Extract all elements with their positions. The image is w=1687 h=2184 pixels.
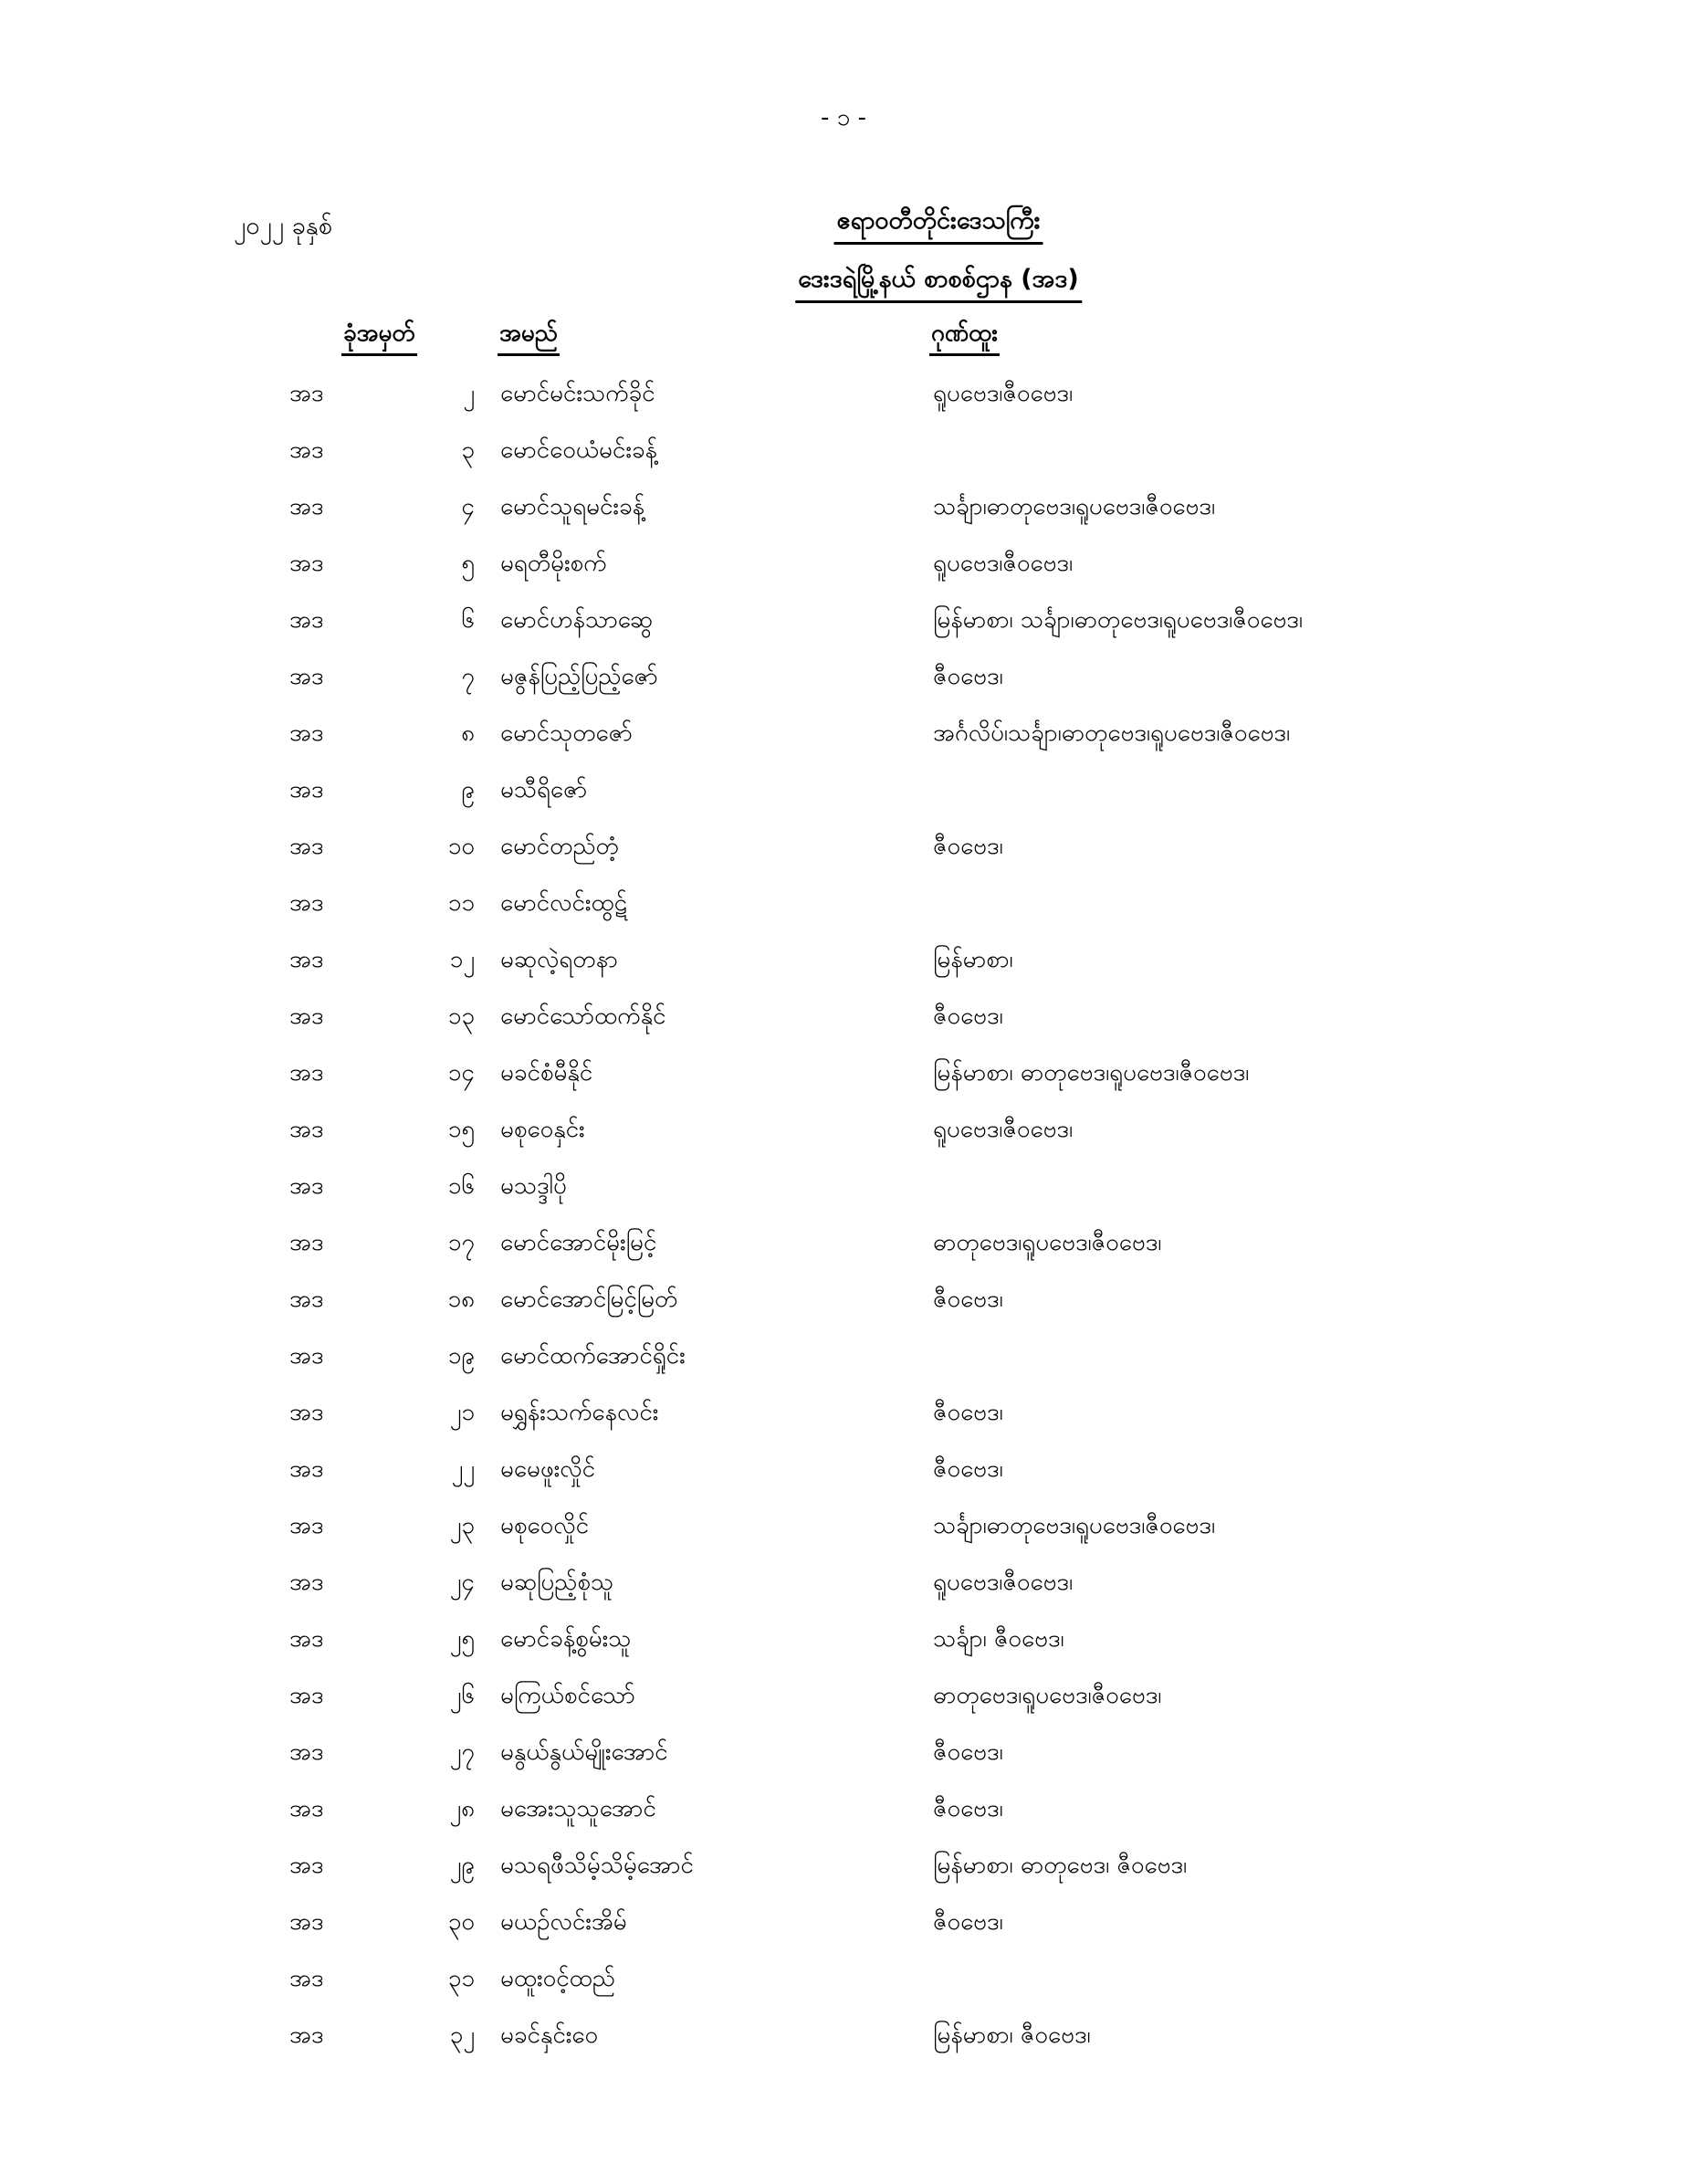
seat-number: ၉	[461, 776, 475, 803]
student-name: မအေးသူသူအောင်	[500, 1795, 656, 1822]
seat-number: ၂၃	[449, 1512, 475, 1539]
seat-prefix: အဒ	[289, 550, 324, 577]
seat-prefix: အဒ	[289, 493, 324, 520]
table-row	[0, 1219, 1687, 1266]
honors-subjects: မြန်မာစာ၊ ဓာတုဗေဒ၊ရူပဗေဒ၊ဇီဝဗေဒ၊	[933, 1059, 1250, 1087]
student-name: မစုဝေနှင်း	[500, 1116, 585, 1143]
seat-prefix: အဒ	[289, 1965, 324, 1992]
honors-subjects: ရူပဗေဒ၊ဇီဝဗေဒ၊	[933, 1116, 1074, 1143]
seat-number: ၁၇	[447, 1229, 475, 1256]
honors-subjects: ဇီဝဗေဒ၊	[933, 1399, 1003, 1426]
table-row	[0, 1955, 1687, 2002]
student-name: မောင်အောင်မိုးမြင့်	[500, 1229, 657, 1256]
student-name: မရတီမိုးစက်	[500, 550, 607, 577]
student-name: မဆုပြည့်စုံသူ	[500, 1569, 614, 1596]
exam-center-title: ဒေးဒရဲမြို့နယ် စာစစ်ဌာန (အဒ)	[795, 263, 1082, 303]
seat-number: ၁၄	[447, 1059, 475, 1087]
seat-prefix: အဒ	[289, 1852, 324, 1879]
student-name: မကြယ်စင်သော်	[500, 1682, 635, 1709]
seat-number: ၁၃	[447, 1003, 475, 1030]
table-row	[0, 823, 1687, 870]
seat-prefix: အဒ	[289, 2021, 324, 2049]
seat-number: ၂၄	[449, 1569, 475, 1596]
seat-prefix: အဒ	[289, 1059, 324, 1087]
table-row	[0, 1162, 1687, 1210]
seat-prefix: အဒ	[289, 833, 324, 860]
honors-subjects: ဓာတုဗေဒ၊ရူပဗေဒ၊ဇီဝဗေဒ၊	[933, 1682, 1162, 1709]
honors-subjects: မြန်မာစာ၊ ဓာတုဗေဒ၊ ဇီဝဗေဒ၊	[933, 1852, 1188, 1879]
table-row	[0, 370, 1687, 417]
seat-number: ၂၇	[449, 1738, 475, 1766]
student-name: မနွယ်နွယ်မျိုးအောင်	[500, 1738, 668, 1766]
table-row	[0, 936, 1687, 983]
honors-subjects: ဇီဝဗေဒ၊	[933, 1795, 1003, 1822]
seat-prefix: အဒ	[289, 946, 324, 973]
seat-number: ၁၀	[447, 833, 475, 860]
seat-prefix: အဒ	[289, 1625, 324, 1653]
seat-number: ၃	[461, 436, 475, 464]
table-row	[0, 1106, 1687, 1153]
seat-number: ၈	[461, 719, 475, 747]
student-name: မောင်ဟန်သာဆွေ	[500, 606, 654, 634]
student-name: မသရဖီသိမ့်သိမ့်အောင်	[500, 1852, 694, 1879]
table-row	[0, 709, 1687, 757]
honors-subjects: သင်္ချာ၊ ဇီဝဗေဒ၊	[933, 1625, 1064, 1653]
seat-number: ၇	[461, 663, 475, 690]
student-name: မောင်သုတဇော်	[500, 719, 633, 747]
table-row	[0, 2011, 1687, 2059]
table-row	[0, 1842, 1687, 1889]
honors-subjects: မြန်မာစာ၊ သင်္ချာ၊ဓာတုဗေဒ၊ရူပဗေဒ၊ဇီဝဗေဒ၊	[933, 606, 1303, 634]
seat-number: ၆	[461, 606, 475, 634]
student-name: မောင်လင်းထွဋ်	[500, 889, 628, 917]
table-row	[0, 1276, 1687, 1323]
column-header-seat-number: ခုံအမှတ်	[341, 318, 417, 356]
year-label: ၂၀၂၂ ခုနှစ်	[234, 212, 332, 240]
honors-subjects: ဇီဝဗေဒ၊	[933, 1908, 1003, 1936]
table-row	[0, 992, 1687, 1040]
seat-number: ၂၉	[449, 1852, 475, 1879]
column-header-name: အမည်	[498, 318, 560, 356]
seat-number: ၃၁	[447, 1965, 475, 1992]
honors-subjects: သင်္ချာ၊ဓာတုဗေဒ၊ရူပဗေဒ၊ဇီဝဗေဒ၊	[933, 493, 1216, 520]
seat-number: ၁၅	[447, 1116, 475, 1143]
seat-prefix: အဒ	[289, 1908, 324, 1936]
seat-prefix: အဒ	[289, 1342, 324, 1370]
student-name: မောင်အောင်မြင့်မြတ်	[500, 1286, 678, 1313]
student-name: မခင်နှင်းဝေ	[500, 2021, 599, 2049]
student-name: မမေဖူးလှိုင်	[500, 1455, 596, 1483]
column-header-honors: ဂုဏ်ထူး	[929, 318, 1000, 356]
table-row	[0, 653, 1687, 700]
seat-number: ၄	[461, 493, 475, 520]
student-name: မထူးဝင့်ထည်	[500, 1965, 615, 1992]
student-name: မောင်သော်ထက်နိုင်	[500, 1003, 666, 1030]
seat-number: ၃၂	[449, 2021, 475, 2049]
honors-subjects: ရူပဗေဒ၊ဇီဝဗေဒ၊	[933, 380, 1074, 407]
honors-subjects: ရူပဗေဒ၊ဇီဝဗေဒ၊	[933, 1569, 1074, 1596]
seat-number: ၁၁	[447, 889, 475, 917]
seat-prefix: အဒ	[289, 889, 324, 917]
student-name: မောင်ဝေယံမင်းခန့်	[500, 436, 657, 464]
honors-subjects: ဇီဝဗေဒ၊	[933, 1003, 1003, 1030]
seat-number: ၂၂	[451, 1455, 475, 1483]
seat-prefix: အဒ	[289, 776, 324, 803]
table-row	[0, 540, 1687, 587]
seat-prefix: အဒ	[289, 1738, 324, 1766]
table-row	[0, 1502, 1687, 1549]
student-name: မောင်ထက်အောင်ရှိုင်း	[500, 1342, 686, 1370]
seat-prefix: အဒ	[289, 1229, 324, 1256]
table-row	[0, 1559, 1687, 1606]
table-row	[0, 596, 1687, 644]
student-name: မောင်သူရမင်းခန့်	[500, 493, 645, 520]
honors-subjects: ဇီဝဗေဒ၊	[933, 833, 1003, 860]
seat-prefix: အဒ	[289, 719, 324, 747]
table-row	[0, 483, 1687, 530]
seat-number: ၂၈	[449, 1795, 475, 1822]
seat-prefix: အဒ	[289, 380, 324, 407]
honors-subjects: ဇီဝဗေဒ၊	[933, 663, 1003, 690]
seat-prefix: အဒ	[289, 436, 324, 464]
honors-subjects: ဇီဝဗေဒ၊	[933, 1455, 1003, 1483]
seat-prefix: အဒ	[289, 1286, 324, 1313]
seat-prefix: အဒ	[289, 1172, 324, 1200]
student-name: မောင်တည်တံ့	[500, 833, 619, 860]
student-name: မရွှန်းသက်နေလင်း	[500, 1399, 659, 1426]
honors-subjects: မြန်မာစာ၊	[933, 946, 1013, 973]
region-title: ဧရာဝတီတိုင်းဒေသကြီး	[834, 205, 1043, 245]
honors-subjects: သင်္ချာ၊ဓာတုဗေဒ၊ရူပဗေဒ၊ဇီဝဗေဒ၊	[933, 1512, 1216, 1539]
seat-number: ၃၀	[447, 1908, 475, 1936]
seat-prefix: အဒ	[289, 606, 324, 634]
table-row	[0, 426, 1687, 474]
table-row	[0, 1672, 1687, 1719]
table-row	[0, 1898, 1687, 1946]
seat-prefix: အဒ	[289, 1795, 324, 1822]
student-name: မောင်မင်းသက်ခိုင်	[500, 380, 655, 407]
seat-prefix: အဒ	[289, 1003, 324, 1030]
table-row	[0, 1615, 1687, 1663]
table-row	[0, 1445, 1687, 1493]
seat-prefix: အဒ	[289, 1116, 324, 1143]
student-name: မယဉ်လင်းအိမ်	[500, 1908, 627, 1936]
honors-subjects: ဇီဝဗေဒ၊	[933, 1738, 1003, 1766]
table-row	[0, 1389, 1687, 1436]
seat-number: ၁၆	[447, 1172, 475, 1200]
table-row	[0, 1785, 1687, 1832]
honors-subjects: အင်္ဂလိပ်၊သင်္ချာ၊ဓာတုဗေဒ၊ရူပဗေဒ၊ဇီဝဗေဒ၊	[933, 719, 1291, 747]
honors-subjects: မြန်မာစာ၊ ဇီဝဗေဒ၊	[933, 2021, 1091, 2049]
seat-prefix: အဒ	[289, 1569, 324, 1596]
seat-prefix: အဒ	[289, 1399, 324, 1426]
honors-subjects: ရူပဗေဒ၊ဇီဝဗေဒ၊	[933, 550, 1074, 577]
seat-number: ၅	[461, 550, 475, 577]
seat-prefix: အဒ	[289, 663, 324, 690]
student-name: မစုဝေလှိုင်	[500, 1512, 589, 1539]
student-name: မောင်ခန့်စွမ်းသူ	[500, 1625, 632, 1653]
student-name: မသီရိဇော်	[500, 776, 588, 803]
page-number: - ၁ -	[821, 104, 866, 131]
seat-number: ၂၅	[449, 1625, 475, 1653]
table-row	[0, 879, 1687, 927]
table-row	[0, 766, 1687, 814]
seat-number: ၁၈	[447, 1286, 475, 1313]
student-name: မဇွန်ပြည့်ပြည့်ဇော်	[500, 663, 658, 690]
seat-prefix: အဒ	[289, 1512, 324, 1539]
honors-subjects: ဇီဝဗေဒ၊	[933, 1286, 1003, 1313]
honors-subjects: ဓာတုဗေဒ၊ရူပဗေဒ၊ဇီဝဗေဒ၊	[933, 1229, 1162, 1256]
seat-number: ၁၉	[447, 1342, 475, 1370]
seat-number: ၂၆	[449, 1682, 475, 1709]
seat-prefix: အဒ	[289, 1455, 324, 1483]
table-row	[0, 1728, 1687, 1776]
student-name: မခင်စံမီနိုင်	[500, 1059, 593, 1087]
seat-prefix: အဒ	[289, 1682, 324, 1709]
table-row	[0, 1332, 1687, 1380]
student-name: မသဒ္ဒါပို	[500, 1172, 567, 1200]
seat-number: ၂	[463, 380, 475, 407]
student-name: မဆုလဲ့ရတနာ	[500, 946, 618, 973]
seat-number: ၂၁	[449, 1399, 475, 1426]
table-row	[0, 1049, 1687, 1097]
seat-number: ၁၂	[449, 946, 475, 973]
